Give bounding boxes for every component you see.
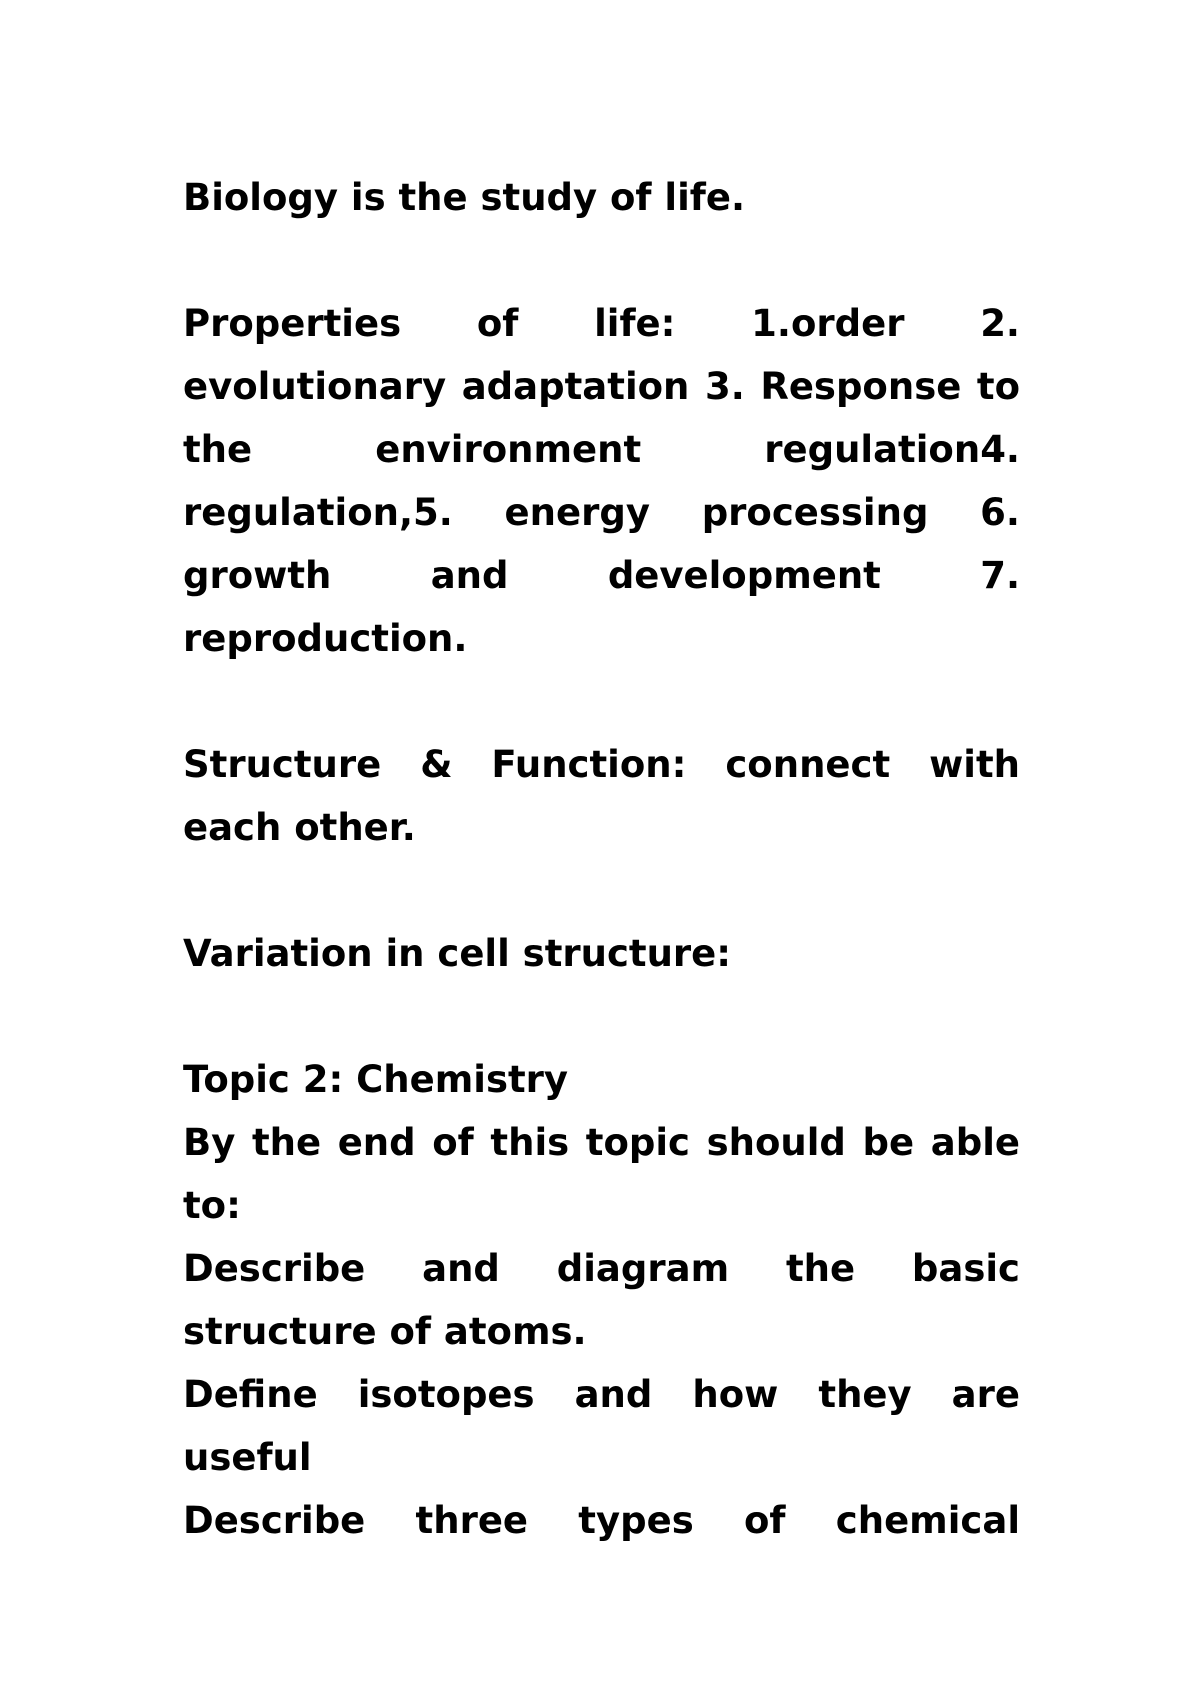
structure-function-paragraph: Structure & Function: connect with each other. bbox=[183, 743, 1020, 849]
variation-paragraph: Variation in cell structure: bbox=[183, 932, 732, 975]
intro-paragraph: Biology is the study of life. bbox=[183, 176, 746, 219]
objective-2: Define isotopes and how they are useful bbox=[183, 1373, 1020, 1479]
document-body bbox=[183, 166, 1020, 1552]
topic-heading: Topic 2: Chemistry bbox=[183, 1058, 569, 1101]
properties-paragraph: Properties of life: 1.order 2. evolutionary adaptation 3. Response to the environment regulation4. regulation,5. energy processing 6. growth and development 7. reproduction. bbox=[183, 302, 1020, 660]
objective-1: Describe and diagram the basic structure of atoms. bbox=[183, 1247, 1020, 1353]
objectives-intro: By the end of this topic should be able to: bbox=[183, 1121, 1020, 1227]
objective-3: Describe three types of chemical bbox=[183, 1499, 1020, 1542]
